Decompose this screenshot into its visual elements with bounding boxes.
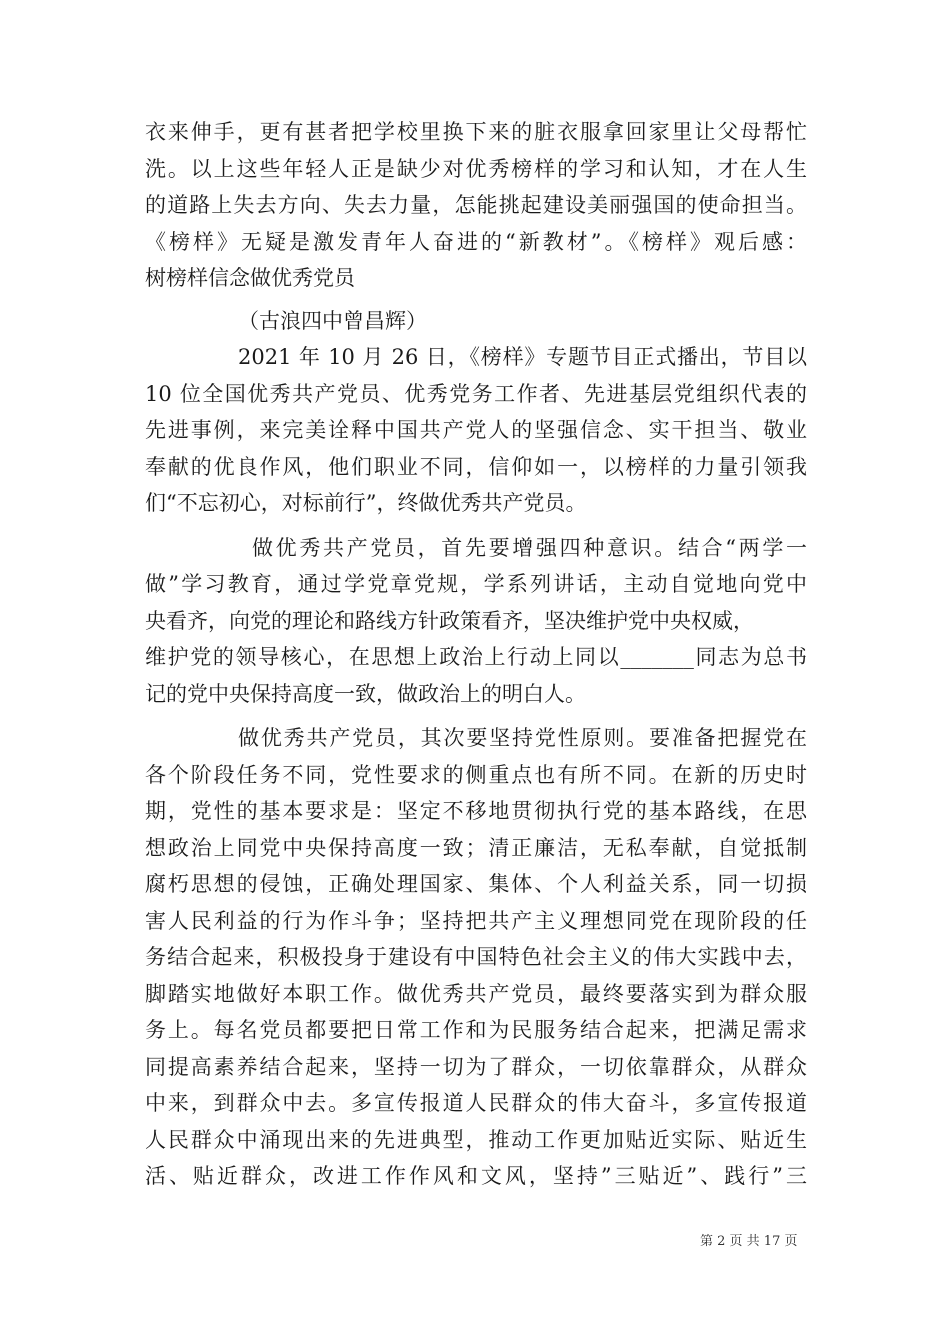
text-line: 活、贴近群众，改进工作作风和文风，坚持”三贴近”、践行”三 [145,1164,807,1188]
text-line: 维护党的领导核心，在思想上政治上行动上同以_______同志为总书 [145,645,807,669]
text-line: 想政治上同党中央保持高度一致；清正廉洁，无私奉献，自觉抵制 [145,835,807,860]
page-number: 第 2 页 共 17 页 [700,1234,798,1249]
text-line: 树榜样信念做优秀党员 [145,266,355,290]
text-line: 洗。以上这些年轻人正是缺少对优秀榜样的学习和认知，才在人生 [145,156,807,181]
text-line: 务上。每名党员都要把日常工作和为民服务结合起来，把满足需求 [145,1018,807,1042]
paragraph-first-line: 做优秀共产党员，其次要坚持党性原则。要准备把握党在 [238,726,807,750]
paragraph-first-line: 2021 年 10 月 26 日，《榜样》专题节目正式播出，节目以 [238,345,807,369]
text-line: 中来，到群众中去。多宣传报道人民群众的伟大奋斗，多宣传报道 [145,1091,807,1115]
text-line: 们“不忘初心，对标前行”，终做优秀共产党员。 [145,491,587,515]
text-line: 做”学习教育，通过学党章党规，学系列讲话，主动自觉地向党中 [145,572,807,596]
author-line: （古浪四中曾昌辉） [238,308,427,333]
text-line: 奉献的优良作风，他们职业不同，信仰如一，以榜样的力量引领我 [145,454,807,479]
text-line: 期，党性的基本要求是：坚定不移地贯彻执行党的基本路线，在思 [145,799,807,823]
text-line: 《榜样》无疑是激发青年人奋进的“新教材”。《榜样》观后感： [145,229,807,254]
text-line: 先进事例，来完美诠释中国共产党人的坚强信念、实干担当、敬业 [145,418,807,442]
text-line: 害人民利益的行为作斗争；坚持把共产主义理想同党在现阶段的任 [145,908,807,933]
text-line: 各个阶段任务不同，党性要求的侧重点也有所不同。在新的历史时 [145,762,807,787]
text-line: 腐朽思想的侵蚀，正确处理国家、集体、个人利益关系，同一切损 [145,872,807,896]
text-line: 同提高素养结合起来，坚持一切为了群众，一切依靠群众，从群众 [145,1054,807,1079]
text-line: 衣来伸手，更有甚者把学校里换下来的脏衣服拿回家里让父母帮忙 [145,120,807,144]
text-line: 央看齐，向党的理论和路线方针政策看齐，坚决维护党中央权威， [145,608,754,633]
document-body [145,114,807,1195]
text-line: 的道路上失去方向、失去力量，怎能挑起建设美丽强国的使命担当。 [145,193,807,217]
paragraph-first-line: 做优秀共产党员，首先要增强四种意识。结合“两学一 [252,535,807,560]
text-line: 人民群众中涌现出来的先进典型，推动工作更加贴近实际、贴近生 [145,1127,807,1152]
text-line: 脚踏实地做好本职工作。做优秀共产党员，最终要落实到为群众服 [145,981,807,1006]
text-line: 务结合起来，积极投身于建设有中国特色社会主义的伟大实践中去， [145,945,807,969]
text-line: 记的党中央保持高度一致，做政治上的明白人。 [145,681,586,706]
text-line: 10 位全国优秀共产党员、优秀党务工作者、先进基层党组织代表的 [145,381,807,406]
